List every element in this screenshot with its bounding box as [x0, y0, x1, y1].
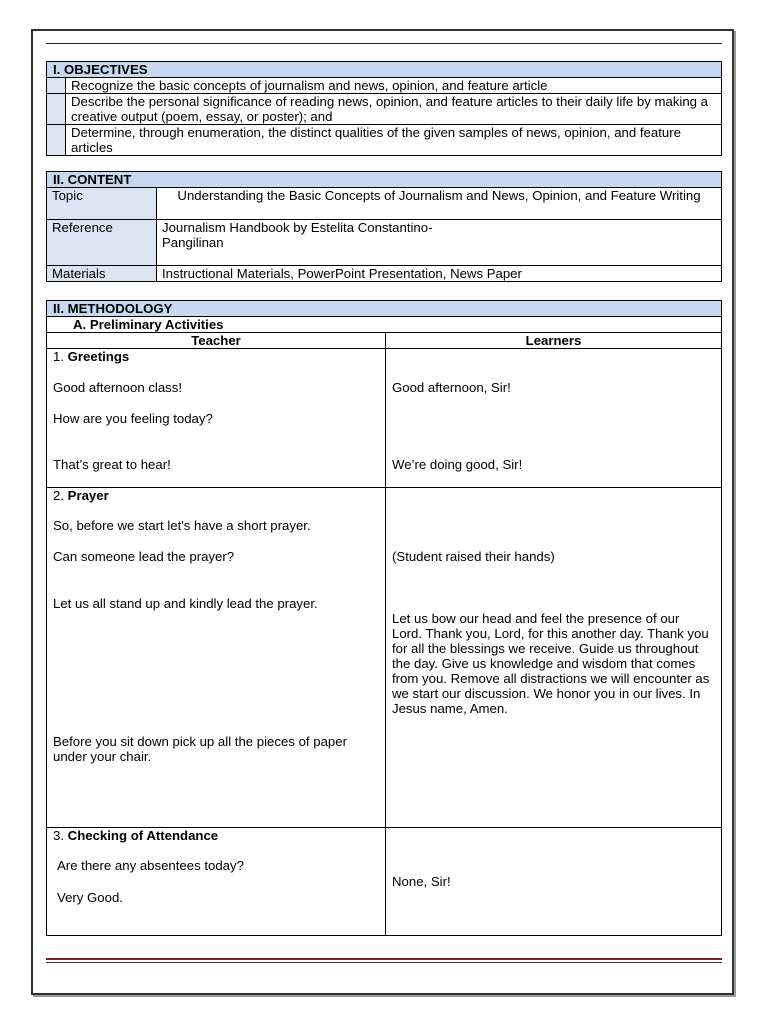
- prayer-learners-text: Let us bow our head and feel the presence of our Lord. Thank you, Lord, for this another day. Thank you for all the blessings we receive. Guide us throughout the day. Give us knowledge and wisdom that comes from you. Remove all distractions we will encounter as we start our discussion. We honor you in our lives. In Jesus name, Amen.: [392, 611, 710, 716]
- prayer-teacher-line-3: Let us all stand up and kindly lead the prayer.: [53, 596, 318, 611]
- learners-column-header: Learners: [386, 333, 722, 349]
- content-value-materials: Instructional Materials, PowerPoint Presentation, News Paper: [157, 266, 722, 282]
- preliminary-activities-header: A. Preliminary Activities: [47, 317, 722, 333]
- teacher-column-header: Teacher: [47, 333, 386, 349]
- objectives-header: I. OBJECTIVES: [47, 62, 722, 78]
- attendance-title: Checking of Attendance: [67, 828, 219, 843]
- attendance-learners-cell: [386, 828, 722, 936]
- greetings-teacher-line-3: That’s great to hear!: [53, 457, 171, 472]
- greetings-learners-line-1: Good afternoon, Sir!: [392, 380, 511, 395]
- attendance-teacher-line-1: Are there any absentees today?: [57, 858, 244, 873]
- methodology-table: [46, 300, 722, 936]
- prayer-teacher-line-1: So, before we start let's have a short prayer.: [53, 518, 311, 533]
- greetings-teacher-line-1: Good afternoon class!: [53, 380, 183, 395]
- prayer-learners-line-1: (Student raised their hands): [392, 549, 555, 564]
- greetings-learners-cell: [386, 349, 722, 488]
- prayer-teacher-line-4: Before you sit down pick up all the pieces of paper under your chair.: [53, 734, 347, 764]
- objective-item-1: Recognize the basic concepts of journalism and news, opinion, and feature article: [66, 78, 722, 94]
- content-label-topic: Topic: [47, 188, 157, 220]
- content-value-topic: Understanding the Basic Concepts of Journalism and News, Opinion, and Feature Writing: [157, 188, 722, 220]
- objective-item-2: Describe the personal significance of reading news, opinion, and feature articles to their daily life by making a creative output (poem, essay, or poster); and: [66, 94, 722, 125]
- content-label-materials: Materials: [47, 266, 157, 282]
- prayer-teacher-cell: [47, 488, 386, 828]
- content-header: II. CONTENT: [47, 172, 722, 188]
- objectives-table: [46, 61, 722, 156]
- footer-rule: [46, 958, 722, 960]
- attendance-teacher-line-2: Very Good.: [57, 890, 123, 905]
- content-table: [46, 171, 722, 282]
- greetings-title: Greetings: [67, 349, 130, 364]
- greetings-number: 1.: [53, 349, 64, 364]
- top-rule: [46, 43, 722, 44]
- greetings-learners-line-2: We’re doing good, Sir!: [392, 457, 523, 472]
- prayer-title: Prayer: [67, 488, 109, 503]
- greetings-teacher-cell: [47, 349, 386, 488]
- content-value-reference: Journalism Handbook by Estelita Constantino-Pangilinan: [162, 220, 433, 250]
- greetings-teacher-line-2: How are you feeling today?: [53, 411, 213, 426]
- objective-item-3: Determine, through enumeration, the distinct qualities of the given samples of news, opinion, and feature articles: [66, 125, 722, 156]
- content-label-reference: Reference: [47, 220, 157, 266]
- prayer-number: 2.: [53, 488, 64, 503]
- footer-rule-thin: [46, 962, 722, 963]
- prayer-teacher-line-2: Can someone lead the prayer?: [53, 549, 235, 564]
- attendance-number: 3.: [53, 828, 64, 843]
- prayer-learners-cell: [386, 488, 722, 828]
- attendance-learners-line-1: None, Sir!: [392, 874, 451, 889]
- attendance-teacher-cell: [47, 828, 386, 936]
- methodology-header: II. METHODOLOGY: [47, 301, 722, 317]
